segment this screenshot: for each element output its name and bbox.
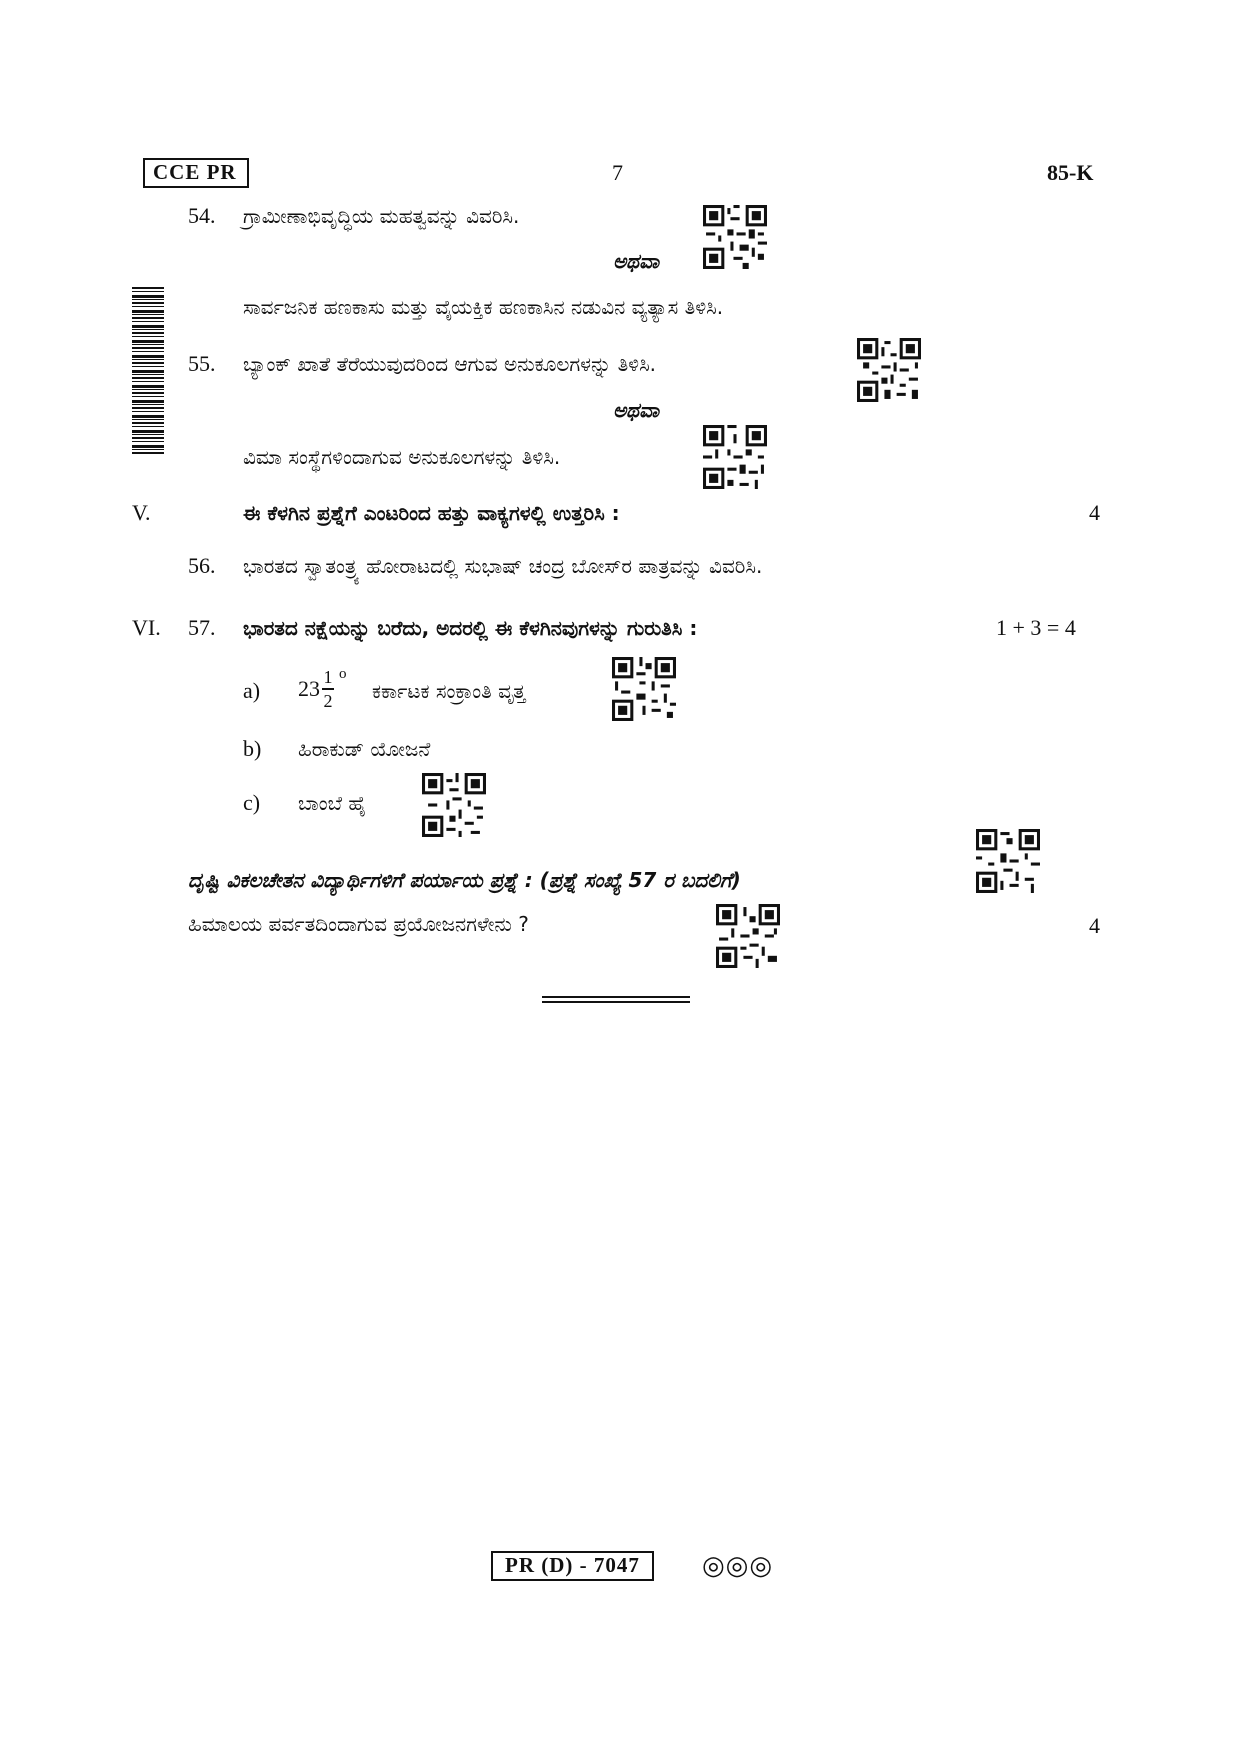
fraction-bar	[322, 688, 334, 690]
qr-code-icon	[703, 205, 767, 269]
qr-code-icon	[857, 338, 921, 402]
q57-item-b-text: ಹಿರಾಕುಡ್ ಯೋಜನೆ	[298, 737, 431, 761]
q55-text: ಬ್ಯಾಂಕ್ ಖಾತೆ ತೆರೆಯುವುದರಿಂದ ಆಗುವ ಅನುಕೂಲಗಳನ್ನು ತಿಳಿಸಿ.	[243, 352, 657, 376]
qr-code-icon	[703, 425, 767, 489]
fraction-numerator: 1	[323, 667, 333, 687]
q57-item-b-label: b)	[243, 736, 262, 761]
section-vi-numeral: VI.	[132, 615, 161, 640]
section-v-numeral: V.	[132, 500, 151, 525]
paper-code: 85-K	[1047, 160, 1094, 185]
qr-code-icon	[612, 657, 676, 721]
q55-alt-text: ವಿಮಾ ಸಂಸ್ಥೆಗಳಿಂದಾಗುವ ಅನುಕೂಲಗಳನ್ನು ತಿಳಿಸಿ.	[243, 445, 561, 469]
end-rule-top	[542, 996, 690, 998]
page-number: 7	[612, 160, 623, 185]
q54-alt-text: ಸಾರ್ವಜನಿಕ ಹಣಕಾಸು ಮತ್ತು ವೈಯಕ್ತಿಕ ಹಣಕಾಸಿನ ನಡುವಿನ ವ್ಯತ್ಯಾಸ ತಿಳಿಸಿ.	[243, 295, 724, 319]
q55-number: 55.	[188, 351, 216, 376]
q57-item-a-text: ಕರ್ಕಾಟಕ ಸಂಕ್ರಾಂತಿ ವೃತ್ತ	[372, 679, 526, 703]
qr-code-icon	[716, 904, 780, 968]
footer-code-box: PR (D) - 7047	[491, 1551, 654, 1581]
side-barcode	[132, 287, 164, 455]
q57-item-c-label: c)	[243, 790, 261, 815]
alternative-question-heading: ದೃಷ್ಟಿ ವಿಕಲಚೇತನ ವಿದ್ಯಾರ್ಥಿಗಳಿಗೆ ಪರ್ಯಾಯ ಪ್ರಶ್ನೆ : (ಪ್ರಶ್ನೆ ಸಂಖ್ಯೆ 57 ರ ಬದಲಿಗೆ)	[188, 868, 741, 892]
qr-code-icon	[976, 829, 1040, 893]
section-v-instruction: ಈ ಕೆಳಗಿನ ಪ್ರಶ್ನೆಗೆ ಎಂಟರಿಂದ ಹತ್ತು ವಾಕ್ಯಗಳಲ್ಲಿ ಉತ್ತರಿಸಿ :	[243, 501, 620, 525]
q57-number: 57.	[188, 615, 216, 640]
latitude-whole: 23	[298, 675, 320, 701]
q54-or-label: ಅಥವಾ	[613, 249, 659, 273]
section-v-marks: 4	[1089, 500, 1100, 525]
latitude-fraction	[322, 668, 334, 710]
q57-marks: 1 + 3 = 4	[996, 615, 1076, 640]
q57-item-a-latitude	[298, 668, 357, 710]
q57-item-a-label: a)	[243, 678, 261, 703]
end-rule-bottom	[542, 1001, 690, 1003]
degree-symbol: o	[339, 666, 347, 683]
q57-item-c-text: ಬಾಂಬೆ ಹೈ	[298, 791, 367, 815]
q56-text: ಭಾರತದ ಸ್ವಾತಂತ್ರ್ಯ ಹೋರಾಟದಲ್ಲಿ ಸುಭಾಷ್ ಚಂದ್ರ ಬೋಸ್‌ರ ಪಾತ್ರವನ್ನು ವಿವರಿಸಿ.	[243, 554, 763, 578]
fraction-denominator: 2	[323, 690, 333, 711]
q55-or-label: ಅಥವಾ	[613, 398, 659, 422]
q57-text: ಭಾರತದ ನಕ್ಷೆಯನ್ನು ಬರೆದು, ಅದರಲ್ಲಿ ಈ ಕೆಳಗಿನವುಗಳನ್ನು ಗುರುತಿಸಿ :	[243, 616, 698, 640]
header-code-box: CCE PR	[143, 158, 249, 188]
qr-code-icon	[422, 773, 486, 837]
footer-symbols: ◎◎◎	[702, 1551, 774, 1581]
q54-number: 54.	[188, 203, 216, 228]
alternative-question-marks: 4	[1089, 913, 1100, 938]
alternative-question-text: ಹಿಮಾಲಯ ಪರ್ವತದಿಂದಾಗುವ ಪ್ರಯೋಜನಗಳೇನು ?	[188, 912, 529, 936]
q54-text: ಗ್ರಾಮೀಣಾಭಿವೃದ್ಧಿಯ ಮಹತ್ವವನ್ನು ವಿವರಿಸಿ.	[243, 204, 520, 228]
q56-number: 56.	[188, 553, 216, 578]
